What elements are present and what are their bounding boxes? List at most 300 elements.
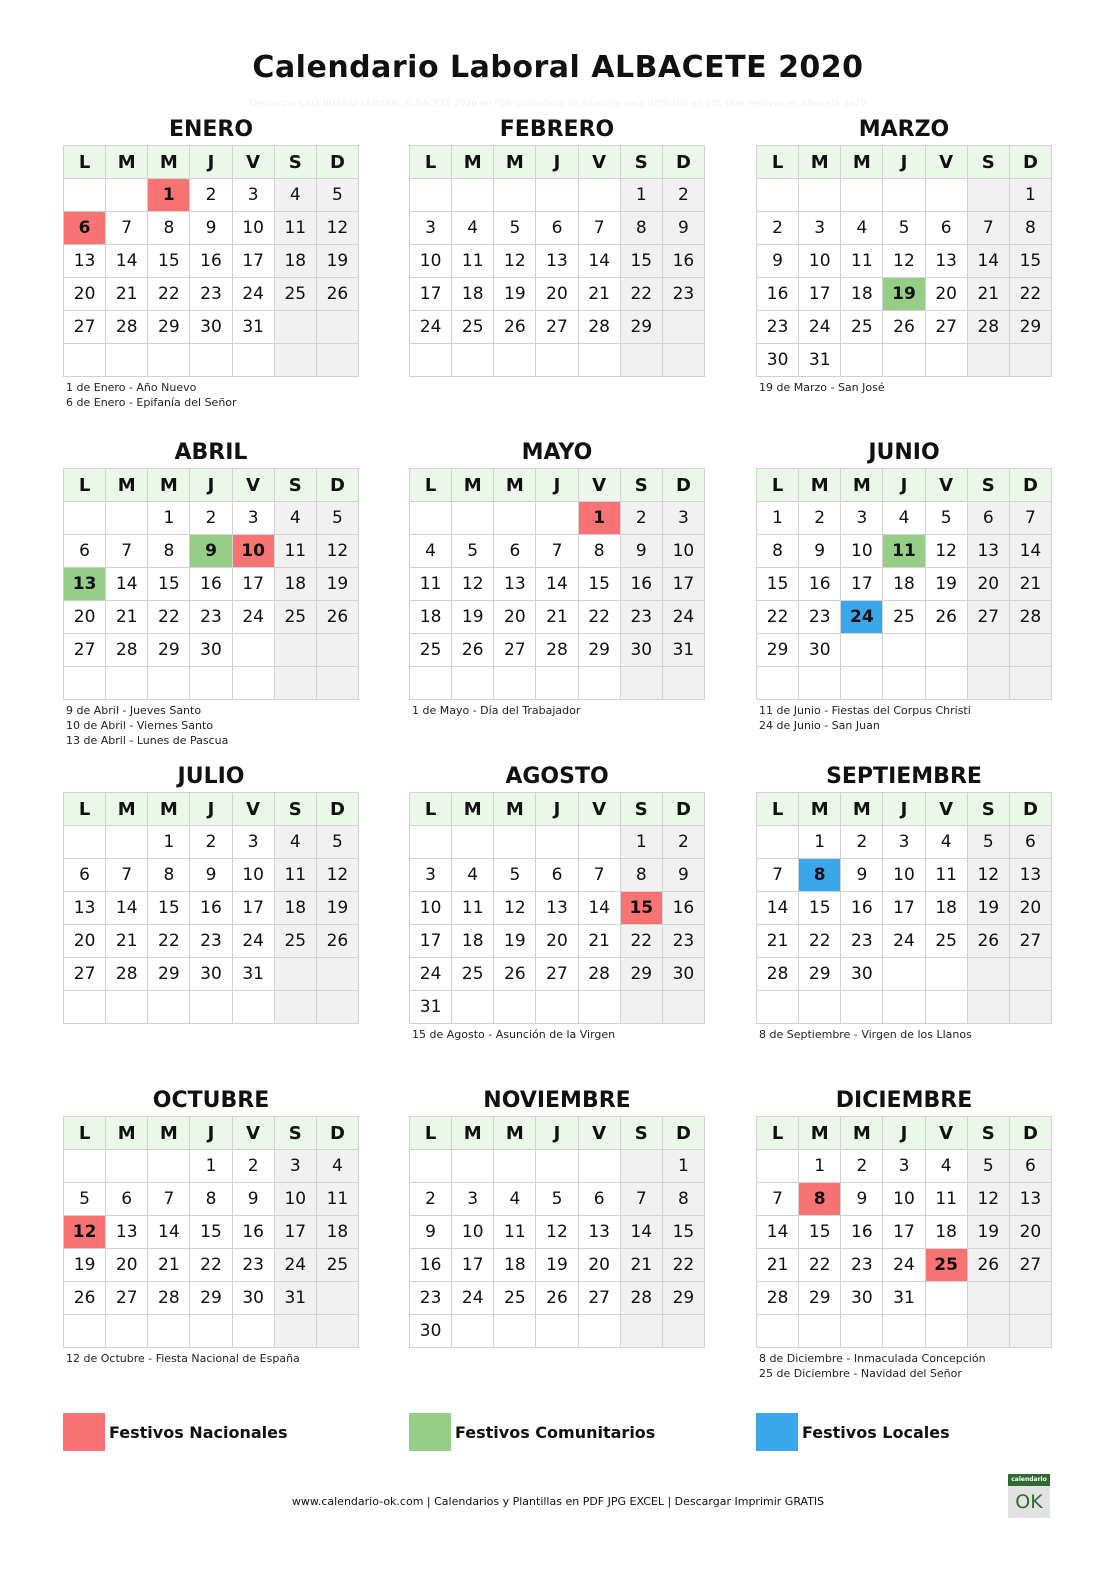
day-cell[interactable]: 27: [536, 958, 578, 991]
day-cell[interactable]: 2: [841, 826, 883, 859]
holiday-day-cell[interactable]: 13: [64, 568, 106, 601]
day-cell[interactable]: 19: [316, 568, 358, 601]
day-cell[interactable]: 21: [578, 278, 620, 311]
day-cell[interactable]: 25: [316, 1249, 358, 1282]
day-cell[interactable]: 8: [190, 1183, 232, 1216]
day-cell[interactable]: 6: [106, 1183, 148, 1216]
day-cell[interactable]: 15: [799, 892, 841, 925]
day-cell[interactable]: 14: [578, 245, 620, 278]
day-cell[interactable]: 21: [106, 278, 148, 311]
day-cell[interactable]: 4: [316, 1150, 358, 1183]
day-cell[interactable]: 3: [410, 859, 452, 892]
day-cell[interactable]: 6: [1009, 826, 1051, 859]
day-cell[interactable]: 29: [1009, 311, 1051, 344]
day-cell[interactable]: 18: [452, 278, 494, 311]
day-cell[interactable]: 30: [662, 958, 704, 991]
day-cell[interactable]: 20: [578, 1249, 620, 1282]
day-cell[interactable]: 10: [662, 535, 704, 568]
day-cell[interactable]: 11: [841, 245, 883, 278]
day-cell[interactable]: 26: [536, 1282, 578, 1315]
day-cell[interactable]: 14: [967, 245, 1009, 278]
day-cell[interactable]: 13: [1009, 1183, 1051, 1216]
day-cell[interactable]: 5: [967, 826, 1009, 859]
day-cell[interactable]: 18: [452, 925, 494, 958]
day-cell[interactable]: 26: [316, 601, 358, 634]
day-cell[interactable]: 28: [106, 311, 148, 344]
day-cell[interactable]: 23: [232, 1249, 274, 1282]
day-cell[interactable]: 28: [1009, 601, 1051, 634]
holiday-day-cell[interactable]: 10: [232, 535, 274, 568]
day-cell[interactable]: 19: [452, 601, 494, 634]
day-cell[interactable]: 28: [536, 634, 578, 667]
day-cell[interactable]: 8: [662, 1183, 704, 1216]
day-cell[interactable]: 16: [190, 892, 232, 925]
day-cell[interactable]: 22: [1009, 278, 1051, 311]
day-cell[interactable]: 20: [967, 568, 1009, 601]
day-cell[interactable]: 16: [190, 245, 232, 278]
day-cell[interactable]: 23: [190, 278, 232, 311]
day-cell[interactable]: 14: [757, 1216, 799, 1249]
day-cell[interactable]: 7: [106, 859, 148, 892]
day-cell[interactable]: 22: [799, 925, 841, 958]
holiday-day-cell[interactable]: 15: [620, 892, 662, 925]
day-cell[interactable]: 7: [967, 212, 1009, 245]
day-cell[interactable]: 24: [232, 601, 274, 634]
day-cell[interactable]: 21: [620, 1249, 662, 1282]
day-cell[interactable]: 17: [232, 245, 274, 278]
day-cell[interactable]: 15: [799, 1216, 841, 1249]
footer-text[interactable]: www.calendario-ok.com | Calendarios y Plantillas en PDF JPG EXCEL | Descargar Imprimir GRATIS: [291, 1495, 825, 1508]
day-cell[interactable]: 30: [410, 1315, 452, 1348]
day-cell[interactable]: 22: [620, 925, 662, 958]
day-cell[interactable]: 16: [841, 1216, 883, 1249]
day-cell[interactable]: 22: [799, 1249, 841, 1282]
day-cell[interactable]: 31: [232, 958, 274, 991]
day-cell[interactable]: 12: [883, 245, 925, 278]
day-cell[interactable]: 5: [967, 1150, 1009, 1183]
day-cell[interactable]: 6: [536, 212, 578, 245]
holiday-day-cell[interactable]: 6: [64, 212, 106, 245]
day-cell[interactable]: 29: [190, 1282, 232, 1315]
day-cell[interactable]: 17: [274, 1216, 316, 1249]
day-cell[interactable]: 24: [410, 958, 452, 991]
day-cell[interactable]: 5: [316, 502, 358, 535]
day-cell[interactable]: 29: [799, 958, 841, 991]
day-cell[interactable]: 7: [757, 1183, 799, 1216]
day-cell[interactable]: 7: [1009, 502, 1051, 535]
day-cell[interactable]: 11: [316, 1183, 358, 1216]
day-cell[interactable]: 27: [64, 634, 106, 667]
day-cell[interactable]: 27: [64, 958, 106, 991]
day-cell[interactable]: 30: [841, 958, 883, 991]
day-cell[interactable]: 26: [967, 925, 1009, 958]
day-cell[interactable]: 11: [452, 892, 494, 925]
day-cell[interactable]: 20: [494, 601, 536, 634]
day-cell[interactable]: 18: [274, 892, 316, 925]
day-cell[interactable]: 5: [316, 179, 358, 212]
day-cell[interactable]: 23: [799, 601, 841, 634]
day-cell[interactable]: 3: [232, 502, 274, 535]
day-cell[interactable]: 2: [232, 1150, 274, 1183]
day-cell[interactable]: 14: [578, 892, 620, 925]
day-cell[interactable]: 14: [620, 1216, 662, 1249]
day-cell[interactable]: 17: [662, 568, 704, 601]
day-cell[interactable]: 20: [64, 601, 106, 634]
day-cell[interactable]: 27: [106, 1282, 148, 1315]
day-cell[interactable]: 20: [536, 925, 578, 958]
day-cell[interactable]: 17: [799, 278, 841, 311]
day-cell[interactable]: 4: [452, 859, 494, 892]
day-cell[interactable]: 29: [757, 634, 799, 667]
day-cell[interactable]: 12: [925, 535, 967, 568]
day-cell[interactable]: 21: [757, 925, 799, 958]
day-cell[interactable]: 27: [967, 601, 1009, 634]
day-cell[interactable]: 19: [967, 892, 1009, 925]
day-cell[interactable]: 28: [757, 1282, 799, 1315]
day-cell[interactable]: 30: [757, 344, 799, 377]
day-cell[interactable]: 20: [64, 925, 106, 958]
day-cell[interactable]: 22: [148, 601, 190, 634]
day-cell[interactable]: 29: [799, 1282, 841, 1315]
day-cell[interactable]: 24: [883, 1249, 925, 1282]
day-cell[interactable]: 2: [757, 212, 799, 245]
day-cell[interactable]: 18: [410, 601, 452, 634]
day-cell[interactable]: 20: [925, 278, 967, 311]
day-cell[interactable]: 2: [662, 826, 704, 859]
day-cell[interactable]: 17: [410, 925, 452, 958]
day-cell[interactable]: 15: [620, 245, 662, 278]
day-cell[interactable]: 17: [452, 1249, 494, 1282]
day-cell[interactable]: 21: [1009, 568, 1051, 601]
day-cell[interactable]: 13: [106, 1216, 148, 1249]
day-cell[interactable]: 8: [148, 535, 190, 568]
day-cell[interactable]: 15: [1009, 245, 1051, 278]
day-cell[interactable]: 8: [620, 212, 662, 245]
day-cell[interactable]: 13: [536, 245, 578, 278]
day-cell[interactable]: 8: [620, 859, 662, 892]
day-cell[interactable]: 10: [274, 1183, 316, 1216]
day-cell[interactable]: 19: [967, 1216, 1009, 1249]
day-cell[interactable]: 2: [799, 502, 841, 535]
day-cell[interactable]: 26: [316, 278, 358, 311]
day-cell[interactable]: 26: [494, 958, 536, 991]
day-cell[interactable]: 10: [452, 1216, 494, 1249]
day-cell[interactable]: 6: [925, 212, 967, 245]
day-cell[interactable]: 2: [190, 502, 232, 535]
day-cell[interactable]: 18: [925, 1216, 967, 1249]
day-cell[interactable]: 8: [1009, 212, 1051, 245]
day-cell[interactable]: 26: [494, 311, 536, 344]
day-cell[interactable]: 3: [799, 212, 841, 245]
day-cell[interactable]: 9: [757, 245, 799, 278]
day-cell[interactable]: 25: [452, 958, 494, 991]
day-cell[interactable]: 13: [925, 245, 967, 278]
day-cell[interactable]: 11: [452, 245, 494, 278]
day-cell[interactable]: 13: [494, 568, 536, 601]
day-cell[interactable]: 16: [799, 568, 841, 601]
day-cell[interactable]: 10: [232, 212, 274, 245]
day-cell[interactable]: 11: [925, 859, 967, 892]
day-cell[interactable]: 22: [578, 601, 620, 634]
day-cell[interactable]: 29: [148, 634, 190, 667]
holiday-day-cell[interactable]: 1: [578, 502, 620, 535]
day-cell[interactable]: 10: [841, 535, 883, 568]
day-cell[interactable]: 1: [148, 502, 190, 535]
day-cell[interactable]: 3: [883, 1150, 925, 1183]
day-cell[interactable]: 23: [841, 925, 883, 958]
day-cell[interactable]: 14: [757, 892, 799, 925]
day-cell[interactable]: 28: [106, 634, 148, 667]
day-cell[interactable]: 21: [757, 1249, 799, 1282]
day-cell[interactable]: 24: [883, 925, 925, 958]
day-cell[interactable]: 31: [662, 634, 704, 667]
day-cell[interactable]: 4: [925, 1150, 967, 1183]
day-cell[interactable]: 19: [494, 278, 536, 311]
day-cell[interactable]: 11: [274, 212, 316, 245]
day-cell[interactable]: 6: [578, 1183, 620, 1216]
day-cell[interactable]: 1: [799, 1150, 841, 1183]
day-cell[interactable]: 26: [925, 601, 967, 634]
day-cell[interactable]: 18: [316, 1216, 358, 1249]
day-cell[interactable]: 9: [662, 859, 704, 892]
day-cell[interactable]: 10: [883, 1183, 925, 1216]
day-cell[interactable]: 24: [232, 278, 274, 311]
day-cell[interactable]: 20: [1009, 892, 1051, 925]
day-cell[interactable]: 22: [148, 278, 190, 311]
day-cell[interactable]: 25: [410, 634, 452, 667]
day-cell[interactable]: 12: [316, 535, 358, 568]
day-cell[interactable]: 23: [662, 925, 704, 958]
day-cell[interactable]: 19: [925, 568, 967, 601]
day-cell[interactable]: 3: [841, 502, 883, 535]
day-cell[interactable]: 2: [190, 179, 232, 212]
day-cell[interactable]: 16: [662, 892, 704, 925]
day-cell[interactable]: 14: [148, 1216, 190, 1249]
day-cell[interactable]: 6: [64, 859, 106, 892]
holiday-day-cell[interactable]: 1: [148, 179, 190, 212]
day-cell[interactable]: 31: [232, 311, 274, 344]
day-cell[interactable]: 7: [578, 859, 620, 892]
day-cell[interactable]: 13: [967, 535, 1009, 568]
day-cell[interactable]: 12: [494, 892, 536, 925]
day-cell[interactable]: 2: [410, 1183, 452, 1216]
day-cell[interactable]: 1: [757, 502, 799, 535]
day-cell[interactable]: 6: [494, 535, 536, 568]
day-cell[interactable]: 4: [925, 826, 967, 859]
day-cell[interactable]: 6: [64, 535, 106, 568]
day-cell[interactable]: 26: [883, 311, 925, 344]
day-cell[interactable]: 25: [925, 925, 967, 958]
day-cell[interactable]: 31: [799, 344, 841, 377]
day-cell[interactable]: 23: [662, 278, 704, 311]
day-cell[interactable]: 19: [494, 925, 536, 958]
day-cell[interactable]: 28: [578, 311, 620, 344]
day-cell[interactable]: 13: [1009, 859, 1051, 892]
day-cell[interactable]: 21: [536, 601, 578, 634]
day-cell[interactable]: 30: [841, 1282, 883, 1315]
day-cell[interactable]: 29: [148, 311, 190, 344]
day-cell[interactable]: 14: [106, 892, 148, 925]
day-cell[interactable]: 30: [190, 634, 232, 667]
day-cell[interactable]: 31: [410, 991, 452, 1024]
day-cell[interactable]: 30: [190, 958, 232, 991]
day-cell[interactable]: 28: [620, 1282, 662, 1315]
day-cell[interactable]: 13: [64, 892, 106, 925]
day-cell[interactable]: 28: [148, 1282, 190, 1315]
day-cell[interactable]: 22: [190, 1249, 232, 1282]
day-cell[interactable]: 25: [274, 278, 316, 311]
day-cell[interactable]: 25: [841, 311, 883, 344]
day-cell[interactable]: 17: [841, 568, 883, 601]
day-cell[interactable]: 1: [148, 826, 190, 859]
day-cell[interactable]: 12: [967, 1183, 1009, 1216]
day-cell[interactable]: 15: [148, 568, 190, 601]
day-cell[interactable]: 7: [106, 535, 148, 568]
day-cell[interactable]: 28: [757, 958, 799, 991]
day-cell[interactable]: 2: [662, 179, 704, 212]
day-cell[interactable]: 3: [410, 212, 452, 245]
day-cell[interactable]: 16: [620, 568, 662, 601]
day-cell[interactable]: 23: [190, 925, 232, 958]
day-cell[interactable]: 7: [578, 212, 620, 245]
day-cell[interactable]: 12: [316, 859, 358, 892]
day-cell[interactable]: 24: [274, 1249, 316, 1282]
day-cell[interactable]: 3: [662, 502, 704, 535]
day-cell[interactable]: 12: [536, 1216, 578, 1249]
day-cell[interactable]: 7: [757, 859, 799, 892]
day-cell[interactable]: 4: [274, 179, 316, 212]
day-cell[interactable]: 5: [64, 1183, 106, 1216]
day-cell[interactable]: 21: [148, 1249, 190, 1282]
day-cell[interactable]: 25: [452, 311, 494, 344]
day-cell[interactable]: 16: [841, 892, 883, 925]
day-cell[interactable]: 4: [452, 212, 494, 245]
day-cell[interactable]: 12: [967, 859, 1009, 892]
day-cell[interactable]: 4: [274, 502, 316, 535]
day-cell[interactable]: 2: [841, 1150, 883, 1183]
holiday-day-cell[interactable]: 24: [841, 601, 883, 634]
day-cell[interactable]: 21: [106, 601, 148, 634]
day-cell[interactable]: 10: [883, 859, 925, 892]
day-cell[interactable]: 28: [967, 311, 1009, 344]
day-cell[interactable]: 28: [106, 958, 148, 991]
day-cell[interactable]: 11: [494, 1216, 536, 1249]
holiday-day-cell[interactable]: 25: [925, 1249, 967, 1282]
day-cell[interactable]: 1: [1009, 179, 1051, 212]
day-cell[interactable]: 17: [883, 1216, 925, 1249]
day-cell[interactable]: 23: [620, 601, 662, 634]
day-cell[interactable]: 12: [452, 568, 494, 601]
day-cell[interactable]: 5: [494, 212, 536, 245]
day-cell[interactable]: 14: [536, 568, 578, 601]
day-cell[interactable]: 16: [662, 245, 704, 278]
day-cell[interactable]: 21: [967, 278, 1009, 311]
day-cell[interactable]: 14: [106, 245, 148, 278]
day-cell[interactable]: 20: [1009, 1216, 1051, 1249]
day-cell[interactable]: 9: [232, 1183, 274, 1216]
day-cell[interactable]: 29: [620, 311, 662, 344]
day-cell[interactable]: 13: [578, 1216, 620, 1249]
day-cell[interactable]: 26: [967, 1249, 1009, 1282]
day-cell[interactable]: 24: [410, 311, 452, 344]
day-cell[interactable]: 8: [148, 859, 190, 892]
day-cell[interactable]: 20: [536, 278, 578, 311]
day-cell[interactable]: 13: [536, 892, 578, 925]
day-cell[interactable]: 26: [64, 1282, 106, 1315]
day-cell[interactable]: 2: [190, 826, 232, 859]
day-cell[interactable]: 23: [757, 311, 799, 344]
day-cell[interactable]: 11: [925, 1183, 967, 1216]
day-cell[interactable]: 1: [190, 1150, 232, 1183]
day-cell[interactable]: 9: [799, 535, 841, 568]
day-cell[interactable]: 10: [799, 245, 841, 278]
day-cell[interactable]: 29: [662, 1282, 704, 1315]
day-cell[interactable]: 24: [452, 1282, 494, 1315]
day-cell[interactable]: 3: [232, 826, 274, 859]
day-cell[interactable]: 3: [452, 1183, 494, 1216]
day-cell[interactable]: 24: [232, 925, 274, 958]
day-cell[interactable]: 17: [232, 892, 274, 925]
day-cell[interactable]: 15: [190, 1216, 232, 1249]
day-cell[interactable]: 25: [274, 925, 316, 958]
day-cell[interactable]: 18: [925, 892, 967, 925]
day-cell[interactable]: 25: [274, 601, 316, 634]
day-cell[interactable]: 11: [274, 535, 316, 568]
day-cell[interactable]: 31: [274, 1282, 316, 1315]
day-cell[interactable]: 3: [883, 826, 925, 859]
day-cell[interactable]: 5: [883, 212, 925, 245]
day-cell[interactable]: 19: [64, 1249, 106, 1282]
day-cell[interactable]: 28: [578, 958, 620, 991]
day-cell[interactable]: 25: [494, 1282, 536, 1315]
day-cell[interactable]: 15: [578, 568, 620, 601]
day-cell[interactable]: 5: [536, 1183, 578, 1216]
day-cell[interactable]: 1: [620, 179, 662, 212]
day-cell[interactable]: 9: [190, 212, 232, 245]
day-cell[interactable]: 10: [410, 245, 452, 278]
day-cell[interactable]: 16: [757, 278, 799, 311]
holiday-day-cell[interactable]: 12: [64, 1216, 106, 1249]
day-cell[interactable]: 16: [410, 1249, 452, 1282]
day-cell[interactable]: 22: [757, 601, 799, 634]
day-cell[interactable]: 18: [274, 245, 316, 278]
day-cell[interactable]: 29: [148, 958, 190, 991]
day-cell[interactable]: 9: [841, 1183, 883, 1216]
day-cell[interactable]: 21: [106, 925, 148, 958]
day-cell[interactable]: 17: [410, 278, 452, 311]
calendario-ok-logo[interactable]: [1008, 1474, 1050, 1518]
day-cell[interactable]: 7: [106, 212, 148, 245]
day-cell[interactable]: 27: [536, 311, 578, 344]
day-cell[interactable]: 27: [578, 1282, 620, 1315]
day-cell[interactable]: 3: [274, 1150, 316, 1183]
day-cell[interactable]: 9: [410, 1216, 452, 1249]
holiday-day-cell[interactable]: 9: [190, 535, 232, 568]
day-cell[interactable]: 27: [494, 634, 536, 667]
day-cell[interactable]: 6: [536, 859, 578, 892]
day-cell[interactable]: 8: [757, 535, 799, 568]
day-cell[interactable]: 11: [410, 568, 452, 601]
day-cell[interactable]: 15: [662, 1216, 704, 1249]
day-cell[interactable]: 20: [106, 1249, 148, 1282]
day-cell[interactable]: 17: [883, 892, 925, 925]
day-cell[interactable]: 20: [64, 278, 106, 311]
day-cell[interactable]: 26: [316, 925, 358, 958]
day-cell[interactable]: 19: [536, 1249, 578, 1282]
day-cell[interactable]: 31: [883, 1282, 925, 1315]
day-cell[interactable]: 4: [274, 826, 316, 859]
day-cell[interactable]: 23: [190, 601, 232, 634]
